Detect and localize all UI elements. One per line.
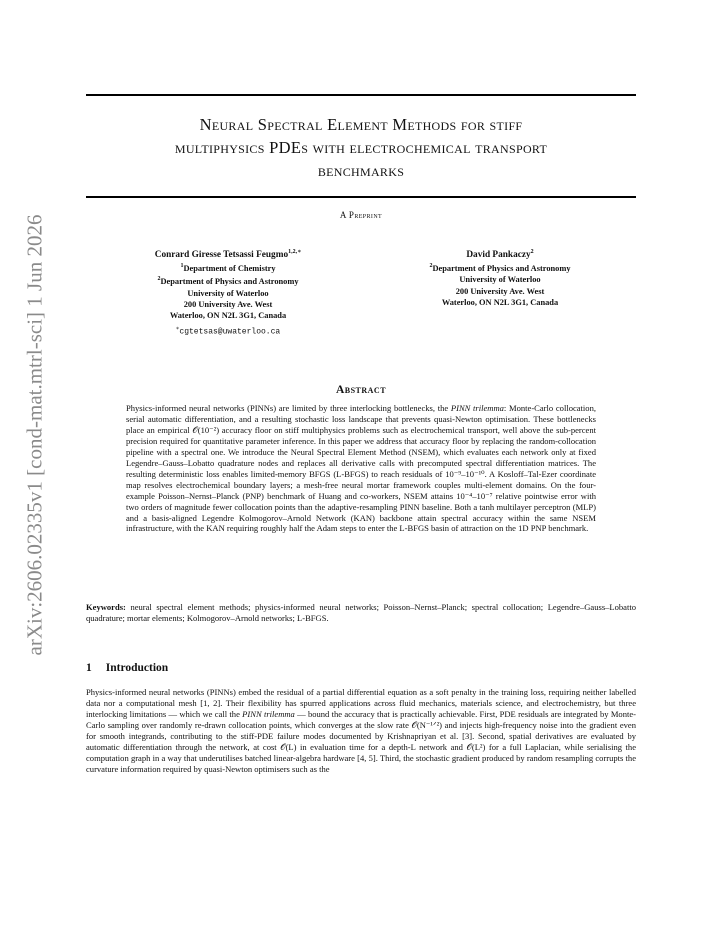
author-block-2: David Pankaczy$^2$ $^2$Department of Physics and Astronomy University of Waterloo 200 University Ave. West Waterloo, ON N2L 3G1, Canada: [429, 249, 571, 308]
section-heading-introduction: 1 Introduction: [86, 662, 169, 674]
author-name: Conrard Giresse Tetsassi Feugmo: [154, 250, 289, 261]
abstract-text: Physics-informed neural networks (PINNs) are limited by three interlocking bottlenecks, the PINN trilemma: Monte-Carlo collocation, serial automatic differentiation, and a resulting stochastic loss landscape that prevents quasi-Newton optimisation. These bottlenecks place an empirical 𝒪(10⁻²) accuracy floor on stiff multiphysics problems such as electrochemical transport, well above the sub-percent precision required for quantitative parameter inference. In this paper we address that accuracy floor by replacing the random-collocation pipeline with a spectral one. We introduce the Neural Spectral Element Method (NSEM), which evaluates each network only at fixed Legendre–Gauss–Lobatto quadrature nodes and replaces all derivative calls with precomputed spectral differentiation matrices. The resulting deterministic loss enables limited-memory BFGS (L-BFGS) to reach residuals of 10⁻⁹–10⁻¹⁰. A Kosloff–Tal-Ezer coordinate map resolves electrochemical boundary layers; a mesh-free neural mortar framework couples multi-element domains. On the four-example Poisson–Nernst–Planck (PNP) benchmark of Huang and co-workers, NSEM attains 10⁻⁴–10⁻⁷ relative pointwise error with two orders of magnitude fewer collocation points than the adaptive-resampling PINN baseline. Both a tanh multilayer perceptron (MLP) and a basis-aligned Legendre Kolmogorov–Arnold Network (KAN) backbone attain spectral accuracy within the same NSEM infrastructure, with the KAN requiring roughly half the Adam steps to enter the L-BFGS basin of attraction on the 1D PNP benchmark.: [126, 403, 596, 534]
author-email[interactable]: ∗cgtetsas@uwaterloo.ca: [175, 325, 281, 338]
abstract-heading: Abstract: [335, 384, 387, 396]
preprint-label: A Preprint: [339, 210, 383, 220]
top-rule: [86, 94, 636, 96]
introduction-paragraph: Physics-informed neural networks (PINNs) embed the residual of a partial differential equation as a soft penalty in the training loss, requiring neither labelled data nor a computational mesh [1, 2]. Their flexibility has spurred applications across fluid mechanics, materials science, and electrochemistry, but three interlocking limitations — which we call the PINN trilemma — bound the accuracy that is practically achievable. First, PDE residuals are integrated by Monte-Carlo sampling over randomly re-drawn collocation points, which converges at the slow rate 𝒪(N⁻¹ᐟ²) and injects high-frequency noise into the gradient even for smooth integrands, contributing to the stiff-PDE failure modes documented by Krishnapriyan et al. [3]. Second, spatial derivatives are evaluated by automatic differentiation through the network, at cost 𝒪(L) in evaluation time for a depth-L network and 𝒪(L²) for a full Laplacian, while serialising the computation graph in a way that underutilises batched linear-algebra hardware [4, 5]. Third, the stochastic gradient produced by random resampling corrupts the curvature information required by quasi-Newton optimisers such as the: [86, 687, 636, 774]
author-name: David Pankaczy: [466, 250, 531, 261]
arxiv-side-label: [20, 205, 50, 665]
paper-title: Neural Spectral Element Methods for stiff multiphysics PDEs with electrochemical transport benchmarks: [174, 115, 548, 180]
author-block-1: Conrard Giresse Tetsassi Feugmo$^{1,2,∗}$ $^1$Department of Chemistry $^2$Department of Physics and Astronomy University of Waterloo 200 University Ave. West Waterloo, ON N2L 3G1, Canada ∗cgtetsas@uwaterloo.ca: [108, 247, 348, 338]
title-bottom-rule: [86, 196, 636, 198]
keywords: Keywords: neural spectral element methods; physics-informed neural networks; Poisson–Nernst–Planck; spectral collocation; Legendre–Gauss–Lobatto quadrature; mortar elements; Kolmogorov–Arnold networks; L-BFGS.: [86, 602, 636, 623]
arxiv-identifier[interactable]: arXiv:2606.02335v1 [cond-mat.mtrl-sci] 1 Jun 2026: [22, 214, 47, 656]
